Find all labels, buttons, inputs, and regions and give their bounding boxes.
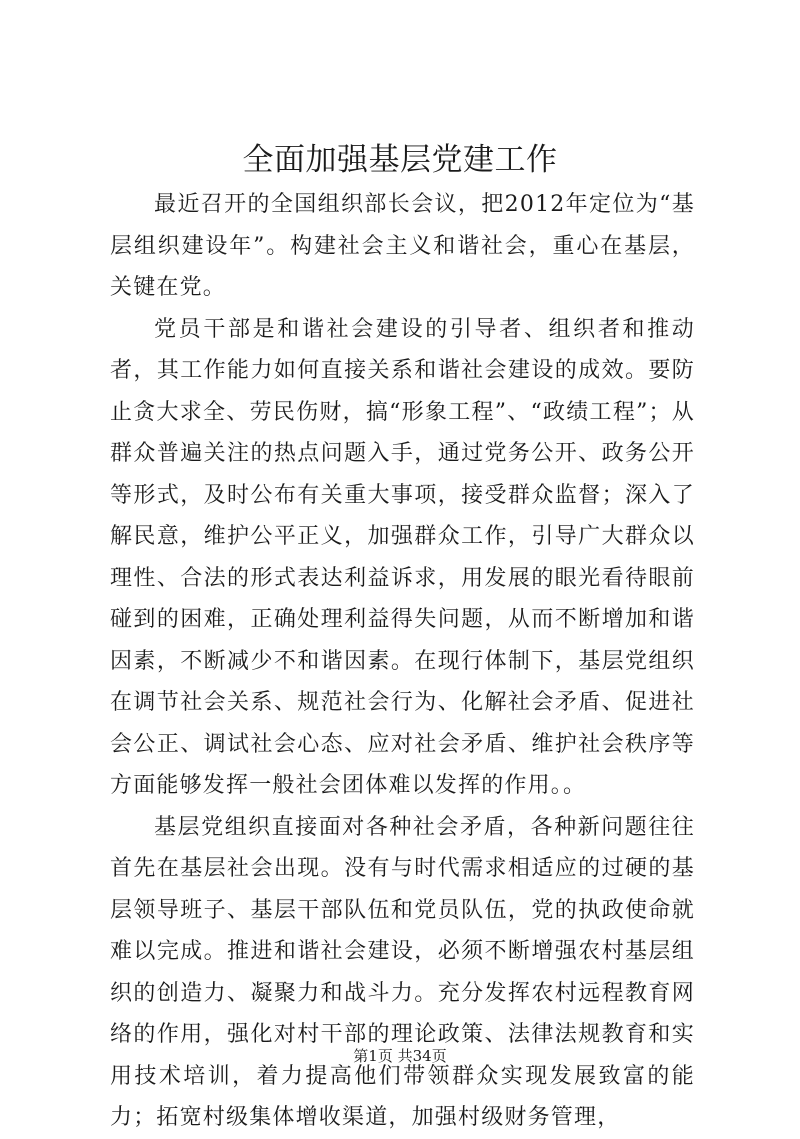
- document-title: 全面加强基层党建工作: [242, 142, 558, 178]
- page-number-footer: 第1页 共34页: [353, 1047, 447, 1065]
- paragraph-1: 最近召开的全国组织部长会议，把2012年定位为“基层组织建设年”。构建社会主义和谐社会，重心在基层，关键在党。: [110, 192, 695, 300]
- paragraph-2: 党员干部是和谐社会建设的引导者、组织者和推动者，其工作能力如何直接关系和谐社会建设的成效。要防止贪大求全、劳民伤财，搞“形象工程”、“政绩工程”；从群众普遍关注的热点问题入手，通过党务公开、政务公开等形式，及时公布有关重大事项，接受群众监督；深入了解民意，维护公平正义，加强群众工作，引导广大群众以理性、合法的形式表达利益诉求，用发展的眼光看待眼前碰到的困难，正确处理利益得失问题，从而不断增加和谐因素，不断减少不和谐因素。在现行体制下，基层党组织在调节社会关系、规范社会行为、化解社会矛盾、促进社会公正、调试社会心态、应对社会矛盾、维护社会秩序等方面能够发挥一般社会团体难以发挥的作用。。: [110, 316, 695, 798]
- document-body: [110, 184, 695, 1139]
- paragraph-3: 基层党组织直接面对各种社会矛盾，各种新问题往往首先在基层社会出现。没有与时代需求相适应的过硬的基层领导班子、基层干部队伍和党员队伍，党的执政使命就难以完成。推进和谐社会建设，必须不断增强农村基层组织的创造力、凝聚力和战斗力。充分发挥农村远程教育网络的作用，强化对村干部的理论政策、法律法规教育和实用技术培训，着力提高他们带领群众实现发展致富的能力；拓宽村级集体增收渠道，加强村级财务管理，: [110, 814, 695, 1130]
